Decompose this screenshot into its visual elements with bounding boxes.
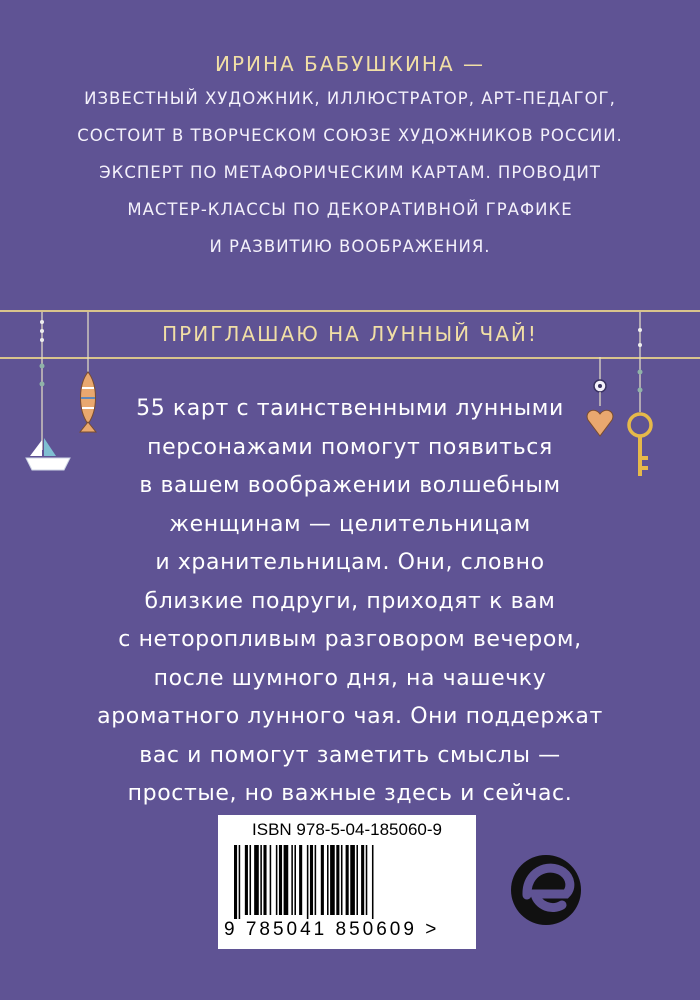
invite-heading: ПРИГЛАШАЮ НА ЛУННЫЙ ЧАЙ! xyxy=(162,322,538,346)
key-icon xyxy=(629,312,651,476)
bio-line: МАСТЕР-КЛАССЫ ПО ДЕКОРАТИВНОЙ ГРАФИКЕ xyxy=(127,200,573,219)
bio-line: И РАЗВИТИЮ ВООБРАЖЕНИЯ. xyxy=(209,237,491,256)
description xyxy=(90,390,610,814)
description-line: женщинам — целительницам xyxy=(169,511,531,537)
isbn-text: ISBN 978-5-04-185060-9 xyxy=(252,820,442,839)
bio-line: ИЗВЕСТНЫЙ ХУДОЖНИК, ИЛЛЮСТРАТОР, АРТ-ПЕДАГОГ, xyxy=(84,89,616,108)
description-line: и хранительницам. Они, словно xyxy=(155,550,545,575)
description-line: близкие подруги, приходят к вам xyxy=(144,588,556,614)
description-line: простые, но важные здесь и сейчас. xyxy=(127,781,573,806)
description-line: вас и помогут заметить смыслы — xyxy=(139,742,561,768)
description-line: после шумного дня, на чашечку xyxy=(153,665,547,691)
author-name: ИРИНА БАБУШКИНА — xyxy=(215,52,485,76)
ean-text: 9 785041 850609 > xyxy=(224,919,440,940)
description-line: с неторопливым разговором вечером, xyxy=(118,627,582,652)
description-line: ароматного лунного чая. Они поддержат xyxy=(97,704,603,729)
description-line: 55 карт с таинственными лунными xyxy=(136,396,564,421)
bio-line: СОСТОИТ В ТВОРЧЕСКОМ СОЮЗЕ ХУДОЖНИКОВ РОССИИ. xyxy=(77,126,623,145)
bio-line: ЭКСПЕРТ ПО МЕТАФОРИЧЕСКИМ КАРТАМ. ПРОВОДИТ xyxy=(99,163,601,182)
barcode xyxy=(218,815,476,949)
publisher-logo-icon xyxy=(511,855,581,925)
paper-boat-icon xyxy=(26,312,70,470)
description-line: персонажами помогут появиться xyxy=(147,434,553,460)
description-line: в вашем воображении волшебным xyxy=(139,473,561,498)
